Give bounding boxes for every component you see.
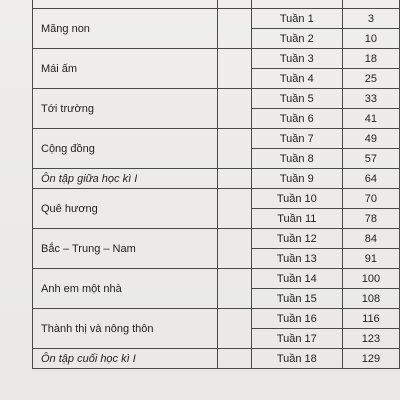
page-cell: 57 <box>342 149 399 169</box>
page-cell: 33 <box>342 89 399 109</box>
page-cell: 70 <box>342 189 399 209</box>
page-cell: 49 <box>342 129 399 149</box>
page-cell: 41 <box>342 109 399 129</box>
gap-cell <box>218 9 252 49</box>
week-cell: Tuần 2 <box>251 29 342 49</box>
gap-cell <box>218 0 252 9</box>
gap-cell <box>218 349 252 369</box>
table-row <box>33 49 400 69</box>
page-cell: 123 <box>342 329 399 349</box>
unit-cell: Bắc – Trung – Nam <box>33 229 218 269</box>
gap-cell <box>218 89 252 129</box>
gap-cell <box>218 49 252 89</box>
week-cell: Tuần 9 <box>251 169 342 189</box>
unit-cell <box>33 0 218 9</box>
week-cell: Tuần 5 <box>251 89 342 109</box>
unit-cell: Ôn tập cuối học kì I <box>33 349 218 369</box>
unit-cell: Ôn tập giữa học kì I <box>33 169 218 189</box>
page-cell: 100 <box>342 269 399 289</box>
page-cell <box>342 0 399 9</box>
week-cell: Tuần 17 <box>251 329 342 349</box>
gap-cell <box>218 169 252 189</box>
table-row <box>33 0 400 9</box>
unit-cell: Mái ấm <box>33 49 218 89</box>
week-cell: Tuần 4 <box>251 69 342 89</box>
gap-cell <box>218 129 252 169</box>
page-cell: 116 <box>342 309 399 329</box>
week-cell <box>251 0 342 9</box>
page-cell: 78 <box>342 209 399 229</box>
table-of-contents <box>32 0 400 369</box>
gap-cell <box>218 229 252 269</box>
week-cell: Tuần 1 <box>251 9 342 29</box>
page-cell: 108 <box>342 289 399 309</box>
table-row <box>33 349 400 369</box>
table-row <box>33 9 400 29</box>
table-row <box>33 269 400 289</box>
table-row <box>33 229 400 249</box>
week-cell: Tuần 12 <box>251 229 342 249</box>
week-cell: Tuần 7 <box>251 129 342 149</box>
week-cell: Tuần 18 <box>251 349 342 369</box>
gap-cell <box>218 309 252 349</box>
unit-cell: Măng non <box>33 9 218 49</box>
page-cell: 91 <box>342 249 399 269</box>
table-row <box>33 309 400 329</box>
week-cell: Tuần 14 <box>251 269 342 289</box>
table-row <box>33 89 400 109</box>
unit-cell: Anh em một nhà <box>33 269 218 309</box>
page-cell: 64 <box>342 169 399 189</box>
gap-cell <box>218 269 252 309</box>
week-cell: Tuần 16 <box>251 309 342 329</box>
unit-cell: Cộng đồng <box>33 129 218 169</box>
week-cell: Tuần 10 <box>251 189 342 209</box>
week-cell: Tuần 3 <box>251 49 342 69</box>
week-cell: Tuần 11 <box>251 209 342 229</box>
page-cell: 18 <box>342 49 399 69</box>
page-cell: 10 <box>342 29 399 49</box>
week-cell: Tuần 6 <box>251 109 342 129</box>
table-row <box>33 189 400 209</box>
gap-cell <box>218 189 252 229</box>
page-cell: 25 <box>342 69 399 89</box>
unit-cell: Tới trường <box>33 89 218 129</box>
page-cell: 3 <box>342 9 399 29</box>
week-cell: Tuần 8 <box>251 149 342 169</box>
unit-cell: Quê hương <box>33 189 218 229</box>
page-cell: 129 <box>342 349 399 369</box>
table-row <box>33 129 400 149</box>
table-row <box>33 169 400 189</box>
page-cell: 84 <box>342 229 399 249</box>
week-cell: Tuần 13 <box>251 249 342 269</box>
unit-cell: Thành thị và nông thôn <box>33 309 218 349</box>
week-cell: Tuần 15 <box>251 289 342 309</box>
